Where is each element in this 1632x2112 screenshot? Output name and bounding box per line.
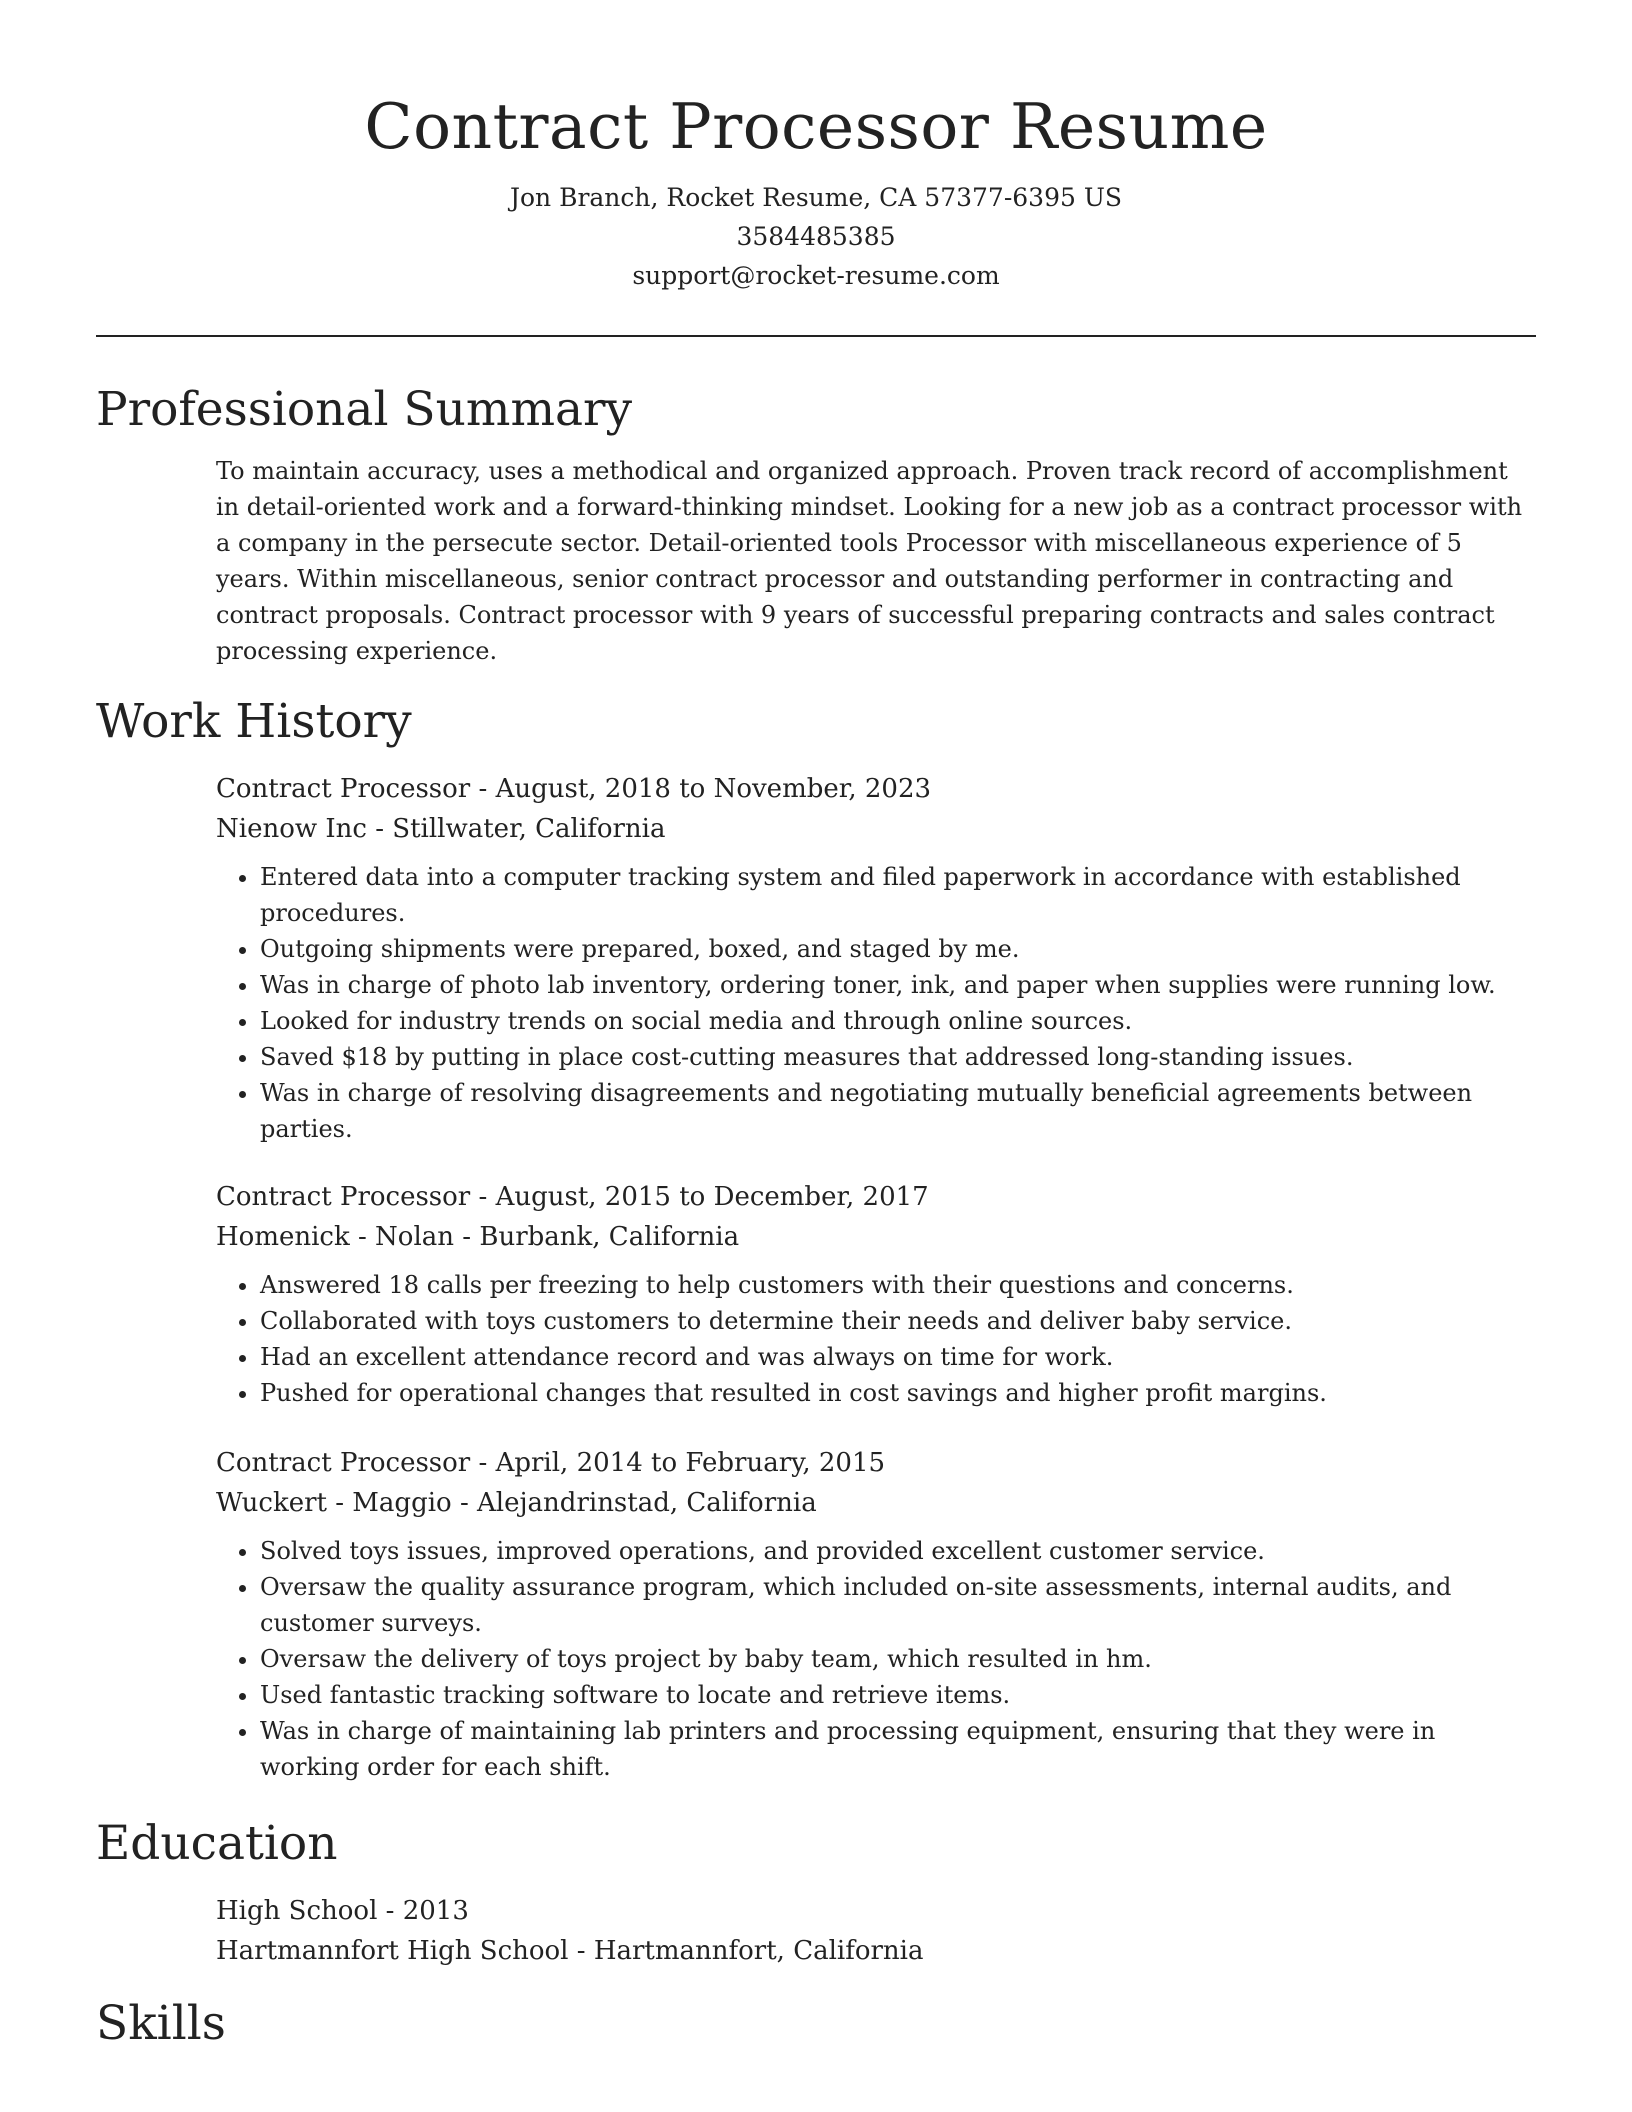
job-bullets [216,859,1536,1147]
education-school: Hartmannfort High School [216,1936,569,1966]
resume-page [96,0,1536,2055]
job-bullet: • Had an excellent attendance record and was always on time for work. [260,1339,1536,1375]
job-bullet: • Was in charge of resolving disagreements and negotiating mutually beneficial agreements between parties. [260,1075,1536,1147]
job-bullet: • Outgoing shipments were prepared, boxed, and staged by me. [260,931,1536,967]
job-entry [216,1177,1536,1411]
job-location: - Burbank, California [454,1222,740,1252]
job-bullet: • Pushed for operational changes that resulted in cost savings and higher profit margins. [260,1375,1536,1411]
education-year: - 2013 [377,1896,469,1926]
job-title-line [216,769,1536,809]
job-location: - Alejandrinstad, California [451,1488,817,1518]
summary-text: To maintain accuracy, uses a methodical and organized approach. Proven track record of accomplishment in detail-oriented work and a forward-thinking mindset. Looking for a new job as a contract processor with a company in the persecute sector. Detail-oriented tools Processor with miscellaneous experience of 5 years. Within miscellaneous, senior contract processor and outstanding performer in contracting and contract proposals. Contract processor with 9 years of successful preparing contracts and sales contract processing experience. [216,457,1523,665]
work-history-heading: Work History [96,694,412,749]
job-title: Contract Processor [216,1448,471,1478]
job-company: Wuckert - Maggio [216,1488,452,1518]
contact-info [96,178,1536,295]
job-company-line [216,809,1536,849]
job-bullet: • Answered 18 calls per freezing to help customers with their questions and concerns. [260,1267,1536,1303]
job-bullet: • Used fantastic tracking software to locate and retrieve items. [260,1677,1536,1713]
education-degree: High School [216,1896,378,1926]
job-title-line [216,1443,1536,1483]
job-company-line [216,1483,1536,1523]
education-entry [216,1891,1536,1971]
job-bullet: • Oversaw the delivery of toys project by baby team, which resulted in hm. [260,1641,1536,1677]
job-title: Contract Processor [216,774,471,804]
education-degree-line [216,1891,1536,1931]
contact-email: support@rocket-resume.com [632,261,1000,290]
contact-phone: 3584485385 [736,222,896,251]
education-school-line [216,1931,1536,1971]
skills-heading: Skills [96,1996,226,2051]
job-entry [216,769,1536,1147]
job-bullet: • Oversaw the quality assurance program, which included on-site assessments, internal audits, and customer surveys. [260,1569,1536,1641]
job-company: Nienow Inc [216,814,367,844]
education-heading: Education [96,1816,338,1871]
job-bullet: • Saved $18 by putting in place cost-cutting measures that addressed long-standing issues. [260,1039,1536,1075]
job-bullets [216,1533,1536,1785]
job-bullet: • Collaborated with toys customers to determine their needs and deliver baby service. [260,1303,1536,1339]
job-company: Homenick - Nolan [216,1222,455,1252]
job-dates: - August, 2015 to December, 2017 [470,1182,929,1212]
contact-address: Jon Branch, Rocket Resume, CA 57377-6395 US [509,183,1123,212]
job-location: - Stillwater, California [366,814,666,844]
summary-heading: Professional Summary [96,382,633,437]
job-dates: - April, 2014 to February, 2015 [470,1448,886,1478]
job-bullet: • Was in charge of photo lab inventory, ordering toner, ink, and paper when supplies were running low. [260,967,1536,1003]
job-bullet: • Solved toys issues, improved operations, and provided excellent customer service. [260,1533,1536,1569]
header-divider [96,335,1536,337]
education-location: - Hartmannfort, California [568,1936,924,1966]
job-dates: - August, 2018 to November, 2023 [470,774,932,804]
job-bullet: • Entered data into a computer tracking system and filed paperwork in accordance with established procedures. [260,859,1536,931]
resume-title: Contract Processor Resume [364,90,1268,163]
job-bullets [216,1267,1536,1411]
job-company-line [216,1217,1536,1257]
job-entry [216,1443,1536,1785]
job-bullet: • Was in charge of maintaining lab printers and processing equipment, ensuring that they were in working order for each shift. [260,1713,1536,1785]
job-title: Contract Processor [216,1182,471,1212]
job-title-line [216,1177,1536,1217]
job-bullet: • Looked for industry trends on social media and through online sources. [260,1003,1536,1039]
